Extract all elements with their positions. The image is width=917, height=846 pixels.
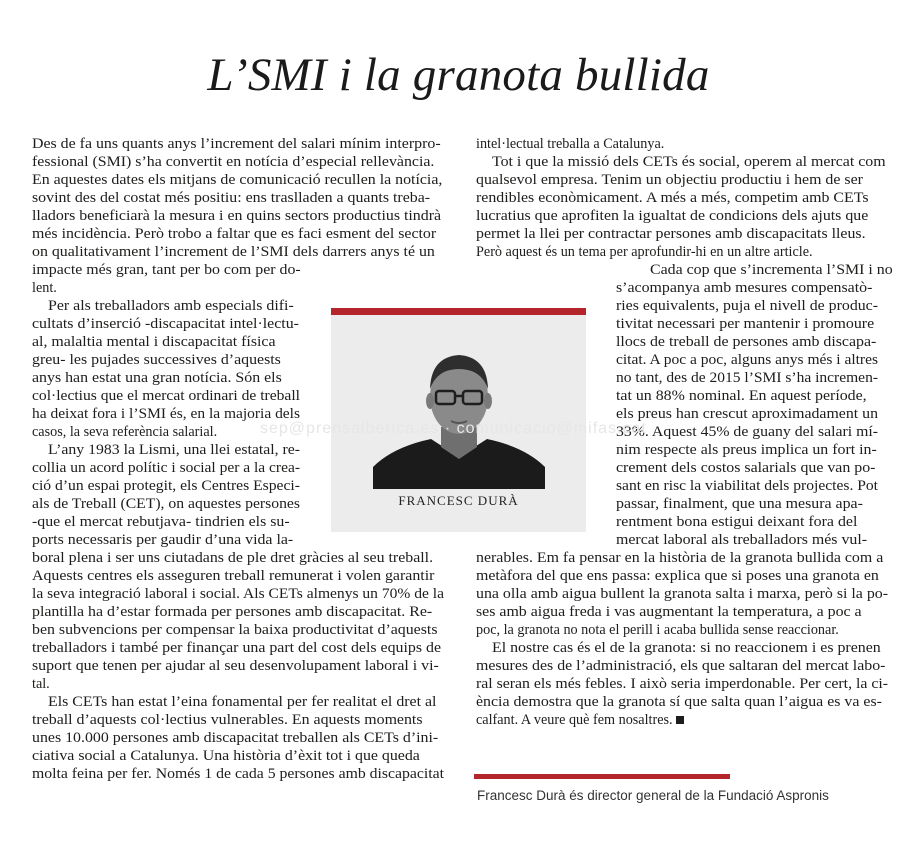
- article-line: tivitat necessari per mantenir i promoure: [616, 316, 875, 332]
- article-line: citat. A poc a poc, alguns anys més i altres: [616, 352, 878, 368]
- article-line: En aquestes dates els mitjans de comunicació recullen la notícia,: [32, 172, 443, 188]
- article-line: no tant, des de 2015 l’SMI s’ha incremen-: [616, 370, 878, 386]
- article-line: greu- les pujades successives d’aquests: [32, 352, 281, 368]
- article-line: calfant. A veure què fem nosaltres.: [476, 711, 684, 729]
- author-bio: Francesc Durà és director general de la Fundació Aspronis: [477, 788, 829, 803]
- article-line: tat un 88% nominal. En aquest període,: [616, 388, 867, 404]
- article-line: lladors beneficiarà la mesura i en quins sectors productius tindrà: [32, 208, 442, 224]
- article-line: -que el mercat rebutjava- tindrien els su-: [32, 514, 290, 530]
- article-line: Aquests centres els asseguren treball remunerat i volen garantir: [32, 568, 435, 584]
- article-line: Tot i que la missió dels CETs és social, operem al mercat com: [492, 154, 886, 170]
- article-line: sant en risc la viabilitat dels projectes. Pot: [616, 478, 878, 494]
- article-line: plantilla ha d’estar formada per persones amb discapacitat. Re-: [32, 604, 433, 620]
- article-line: unes 10.000 persones amb discapacitat treballen als CETs d’ini-: [32, 730, 439, 746]
- article-line: Des de fa uns quants anys l’increment del salari mínim interpro-: [32, 136, 441, 152]
- article-line: permet la llei per contractar persones amb discapacitats lleus.: [476, 226, 866, 242]
- article-line: ports necessaris per gaudir d’una vida la-: [32, 532, 294, 548]
- article-line: 33%. Aquest 45% de guany del salari mí-: [616, 424, 878, 440]
- article-line: poc, la granota no nota el perill i acaba bullida sense reaccionar.: [476, 622, 839, 638]
- photo-caption: FRANCESC DURÀ: [398, 493, 519, 508]
- article-line: ral seran els més febles. I això seria imperdonable. Per cert, la ci-: [476, 676, 888, 692]
- article-line: una olla amb aigua bullent la granota salta i marxa, però si la po-: [476, 586, 888, 602]
- article-line: mesures des de l’administració, els que saltaran del mercat labo-: [476, 658, 886, 674]
- article-line: nerables. Em fa pensar en la història de la granota bullida com a: [476, 550, 884, 566]
- article-line: qualsevol empresa. Tenim un objectiu productiu i hem de ser: [476, 172, 863, 188]
- article-line: als de Treball (CET), on aquestes persones: [32, 496, 300, 512]
- article-line: ses amb aigua freda i vas augmentant la temperatura, a poc a: [476, 604, 862, 620]
- article-line: L’any 1983 la Lismi, una llei estatal, re-: [48, 442, 300, 458]
- article-line: impacte més gran, tant per bo com per do-: [32, 262, 301, 278]
- article-line: sovint des del costat més positiu: ens traslladen a quants treba-: [32, 190, 431, 206]
- article-line: ciativa social a Catalunya. Una història d’èxit tot i que queda: [32, 748, 420, 764]
- article-line: Els CETs han estat l’eina fonamental per fer realitat el dret al: [48, 694, 437, 710]
- article-line: suport que tenen per ajudar al seu desenvolupament laboral i vi-: [32, 658, 439, 674]
- article-line: rendibles econòmicament. A més a més, competim amb CETs: [476, 190, 869, 206]
- article-line: treball d’aquests col·lectius vulnerables. En aquests moments: [32, 712, 423, 728]
- article-line: mercat laboral als treballadors més vul-: [616, 532, 868, 548]
- article-line: Cada cop que s’incrementa l’SMI i no: [650, 262, 893, 278]
- article-line: ben subvencions per compensar la baixa productivitat d’aquests: [32, 622, 438, 638]
- article-line: crement dels costos salarials que van po-: [616, 460, 876, 476]
- article-title: L’SMI i la granota bullida: [207, 49, 710, 101]
- article-line: collia un acord polític i social per a la crea-: [32, 460, 300, 476]
- article-line: lucratius que aprofiten la igualtat de condicions dels ajuts que: [476, 208, 869, 224]
- article-line: boral plena i ser uns ciutadans de ple dret gràcies al seu treball.: [32, 550, 434, 566]
- author-portrait-image: [373, 339, 545, 489]
- article-line: intel·lectual treballa a Catalunya.: [476, 136, 665, 152]
- article-line: on qualitativament l’increment de l’SMI dels darrers anys té un: [32, 244, 435, 260]
- article-line: Per als treballadors amb especials difi-: [48, 298, 294, 314]
- article-line: rentment bona estigui deixant fora del: [616, 514, 858, 530]
- article-line: metàfora del que ens passa: explica que si poses una granota en: [476, 568, 879, 584]
- article-line: ència demostra que la granota sí que salta quan l’aigua es va es-: [476, 694, 882, 710]
- article-line: ha deixat fora i l’SMI és, en la majoria dels: [32, 406, 300, 422]
- article-line: al, malaltia mental i discapacitat física: [32, 334, 276, 350]
- bio-divider: [474, 774, 730, 779]
- article-line: El nostre cas és el de la granota: si no reaccionem i es prenen: [492, 640, 881, 656]
- article-line: la seva integració laboral i social. Als CETs almenys un 70% de la: [32, 586, 444, 602]
- article-line: ries equivalents, puja el nivell de produc-: [616, 298, 878, 314]
- article-line: passar, finalment, que una mesura apa-: [616, 496, 863, 512]
- article-line: fessional (SMI) s’ha convertit en notícia d’especial rellevància.: [32, 154, 435, 170]
- end-of-article-icon: [676, 716, 684, 724]
- article-line: anys han estat una gran notícia. Són els: [32, 370, 282, 386]
- article-line: llocs de treball de persones amb discapa-: [616, 334, 877, 350]
- article-line: col·lectius que el mercat ordinari de treball: [32, 388, 300, 404]
- article-line: tal.: [32, 676, 50, 692]
- article-line: nim respecte als preus implica un fort in-: [616, 442, 877, 458]
- article-line: cultats d’inserció -discapacitat intel·lectu-: [32, 316, 299, 332]
- article-line: Però aquest és un tema per aprofundir-hi en un altre article.: [476, 244, 813, 260]
- watermark-text: sep@prensaiberica.es · comunicacio@mifas.cat: [260, 420, 647, 437]
- article-line: els preus han crescut aproximadament un: [616, 406, 878, 422]
- article-line: ció d’un espai protegit, els Centres Especi-: [32, 478, 300, 494]
- article-line: s’acompanya amb mesures compensatò-: [616, 280, 873, 296]
- article-line: casos, la seva referència salarial.: [32, 424, 218, 440]
- article-line: molta feina per fer. Només 1 de cada 5 persones amb discapacitat: [32, 766, 445, 782]
- article-line: més incidència. Però trobo a faltar que es faci esment del sector: [32, 226, 437, 242]
- article-line: treballadors i també per finançar una part del cost dels equips de: [32, 640, 442, 656]
- article-line: lent.: [32, 280, 57, 296]
